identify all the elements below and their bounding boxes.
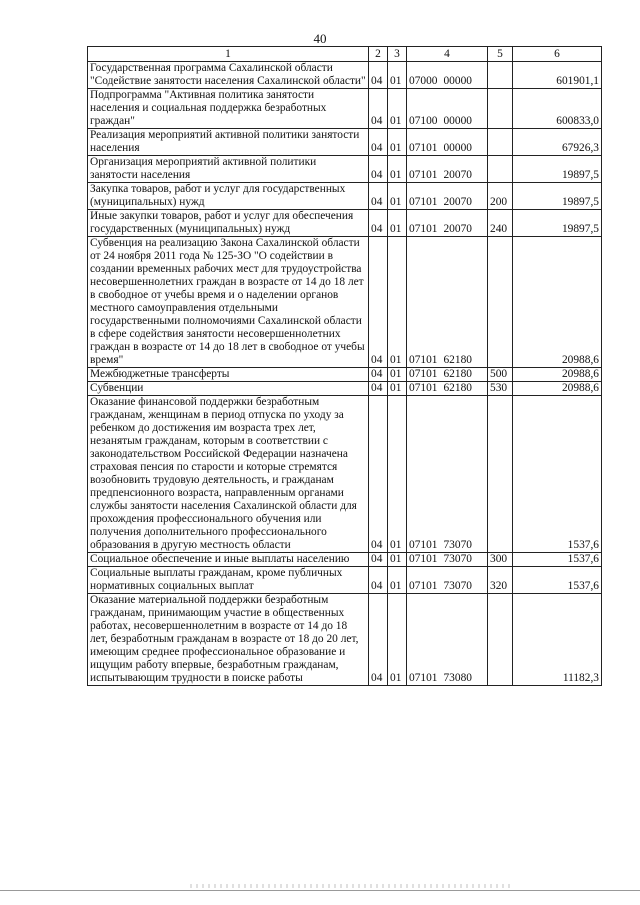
row-description: Оказание финансовой поддержки безработным гражданам, женщинам в период отпуска по уходу за ребенком до достижения им возраста трех лет, незанятым гражданам, которым в соответствии с законодательством Российской Федерации назначена страховая пенсия по старости и которые стремятся возобновить трудовую деятельность, и гражданам предпенсионного возраста, направленным органами службы занятости населения Сахалинской области для прохождения профессионального обучения или получения дополнительного профессионального образования в другую местность области [88, 396, 369, 553]
row-expense-type [488, 594, 513, 686]
row-amount: 20988,6 [513, 382, 602, 396]
row-subsection: 01 [388, 156, 407, 183]
row-description: Субвенция на реализацию Закона Сахалинской области от 24 ноября 2011 года № 125-ЗО "О содействии в создании временных рабочих мест для трудоустройства несовершеннолетних граждан в возрасте от 14 до 18 лет в свободное от учебы время и о наделении органов местного самоуправления отдельными государственными полномочиями Сахалинской области в сфере содействия занятости несовершеннолетних граждан в возрасте от 14 до 18 лет в свободное от учебы время" [88, 237, 369, 368]
row-amount: 19897,5 [513, 210, 602, 237]
target-article-program: 07101 [409, 672, 438, 684]
target-article-program: 07101 [409, 223, 438, 235]
target-article-direction: 62180 [443, 382, 472, 394]
row-expense-type [488, 396, 513, 553]
row-target-article [407, 237, 488, 368]
row-expense-type [488, 129, 513, 156]
row-subsection: 01 [388, 129, 407, 156]
table-row [88, 183, 602, 210]
column-header: 6 [513, 47, 602, 62]
row-amount: 67926,3 [513, 129, 602, 156]
row-amount: 600833,0 [513, 89, 602, 129]
target-article-direction: 20070 [443, 169, 472, 181]
target-article-program: 07101 [409, 354, 438, 366]
column-header: 2 [369, 47, 388, 62]
row-target-article [407, 210, 488, 237]
row-expense-type: 300 [488, 553, 513, 567]
header-row [88, 47, 602, 62]
target-article-direction: 00000 [443, 75, 472, 87]
budget-table [87, 46, 602, 686]
target-article-program: 07101 [409, 142, 438, 154]
row-subsection: 01 [388, 89, 407, 129]
table-row [88, 396, 602, 553]
table-row [88, 553, 602, 567]
target-article-direction: 00000 [443, 115, 472, 127]
table-row [88, 368, 602, 382]
table-row [88, 237, 602, 368]
target-article-direction: 73080 [443, 672, 472, 684]
row-target-article [407, 594, 488, 686]
row-subsection: 01 [388, 210, 407, 237]
row-expense-type [488, 237, 513, 368]
row-amount: 20988,6 [513, 237, 602, 368]
row-section: 04 [369, 553, 388, 567]
target-article-direction: 73070 [443, 553, 472, 565]
target-article-direction: 62180 [443, 368, 472, 380]
row-target-article [407, 129, 488, 156]
row-expense-type [488, 89, 513, 129]
row-section: 04 [369, 567, 388, 594]
target-article-program: 07101 [409, 169, 438, 181]
table-row [88, 210, 602, 237]
row-amount: 601901,1 [513, 62, 602, 89]
row-description: Социальное обеспечение и иные выплаты населению [88, 553, 369, 567]
target-article-direction: 20070 [443, 196, 472, 208]
row-section: 04 [369, 594, 388, 686]
row-target-article [407, 396, 488, 553]
row-section: 04 [369, 382, 388, 396]
row-description: Иные закупки товаров, работ и услуг для обеспечения государственных (муниципальных) нужд [88, 210, 369, 237]
row-target-article [407, 62, 488, 89]
row-section: 04 [369, 89, 388, 129]
target-article-direction: 20070 [443, 223, 472, 235]
row-target-article [407, 156, 488, 183]
target-article-direction: 62180 [443, 354, 472, 366]
table-row [88, 594, 602, 686]
row-subsection: 01 [388, 237, 407, 368]
row-subsection: 01 [388, 183, 407, 210]
page-bottom-line [0, 890, 640, 891]
row-amount: 11182,3 [513, 594, 602, 686]
row-expense-type [488, 156, 513, 183]
row-description: Организация мероприятий активной политики занятости населения [88, 156, 369, 183]
row-expense-type [488, 62, 513, 89]
row-expense-type: 320 [488, 567, 513, 594]
row-description: Государственная программа Сахалинской области "Содействие занятости населения Сахалинской области" [88, 62, 369, 89]
row-description: Оказание материальной поддержки безработным гражданам, принимающим участие в общественных работах, несовершеннолетним в возрасте от 14 до 18 лет, безработным гражданам в возрасте от 18 до 20 лет, имеющим среднее профессиональное образование и ищущим работу впервые, безработным гражданам, испытывающим трудности в поиске работы [88, 594, 369, 686]
row-amount: 1537,6 [513, 567, 602, 594]
row-target-article [407, 553, 488, 567]
table-row [88, 129, 602, 156]
row-description: Реализация мероприятий активной политики занятости населения [88, 129, 369, 156]
row-section: 04 [369, 237, 388, 368]
row-section: 04 [369, 396, 388, 553]
row-amount: 1537,6 [513, 553, 602, 567]
table-row [88, 89, 602, 129]
table-row [88, 156, 602, 183]
target-article-direction: 73070 [443, 539, 472, 551]
table-row [88, 62, 602, 89]
target-article-program: 07101 [409, 368, 438, 380]
row-section: 04 [369, 156, 388, 183]
row-subsection: 01 [388, 62, 407, 89]
table-row [88, 382, 602, 396]
row-section: 04 [369, 183, 388, 210]
row-subsection: 01 [388, 396, 407, 553]
row-amount: 20988,6 [513, 368, 602, 382]
row-description: Закупка товаров, работ и услуг для государственных (муниципальных) нужд [88, 183, 369, 210]
row-target-article [407, 567, 488, 594]
row-amount: 19897,5 [513, 183, 602, 210]
target-article-program: 07100 [409, 115, 438, 127]
target-article-direction: 73070 [443, 580, 472, 592]
row-amount: 19897,5 [513, 156, 602, 183]
row-subsection: 01 [388, 594, 407, 686]
target-article-program: 07101 [409, 196, 438, 208]
column-header: 1 [88, 47, 369, 62]
row-section: 04 [369, 368, 388, 382]
row-expense-type: 530 [488, 382, 513, 396]
row-description: Межбюджетные трансферты [88, 368, 369, 382]
row-expense-type: 500 [488, 368, 513, 382]
row-subsection: 01 [388, 368, 407, 382]
page-number: 40 [313, 31, 327, 46]
row-subsection: 01 [388, 382, 407, 396]
target-article-direction: 00000 [443, 142, 472, 154]
column-header: 4 [407, 47, 488, 62]
column-header: 5 [488, 47, 513, 62]
target-article-program: 07000 [409, 75, 438, 87]
target-article-program: 07101 [409, 553, 438, 565]
target-article-program: 07101 [409, 580, 438, 592]
row-section: 04 [369, 210, 388, 237]
row-expense-type: 200 [488, 183, 513, 210]
row-target-article [407, 382, 488, 396]
target-article-program: 07101 [409, 382, 438, 394]
scan-noise [190, 884, 510, 888]
row-description: Социальные выплаты гражданам, кроме публичных нормативных социальных выплат [88, 567, 369, 594]
row-description: Субвенции [88, 382, 369, 396]
row-subsection: 01 [388, 567, 407, 594]
row-expense-type: 240 [488, 210, 513, 237]
column-header: 3 [388, 47, 407, 62]
row-subsection: 01 [388, 553, 407, 567]
table-row [88, 567, 602, 594]
row-section: 04 [369, 129, 388, 156]
row-section: 04 [369, 62, 388, 89]
row-description: Подпрограмма "Активная политика занятости населения и социальная поддержка безработных граждан" [88, 89, 369, 129]
row-target-article [407, 89, 488, 129]
target-article-program: 07101 [409, 539, 438, 551]
row-target-article [407, 368, 488, 382]
row-amount: 1537,6 [513, 396, 602, 553]
row-target-article [407, 183, 488, 210]
